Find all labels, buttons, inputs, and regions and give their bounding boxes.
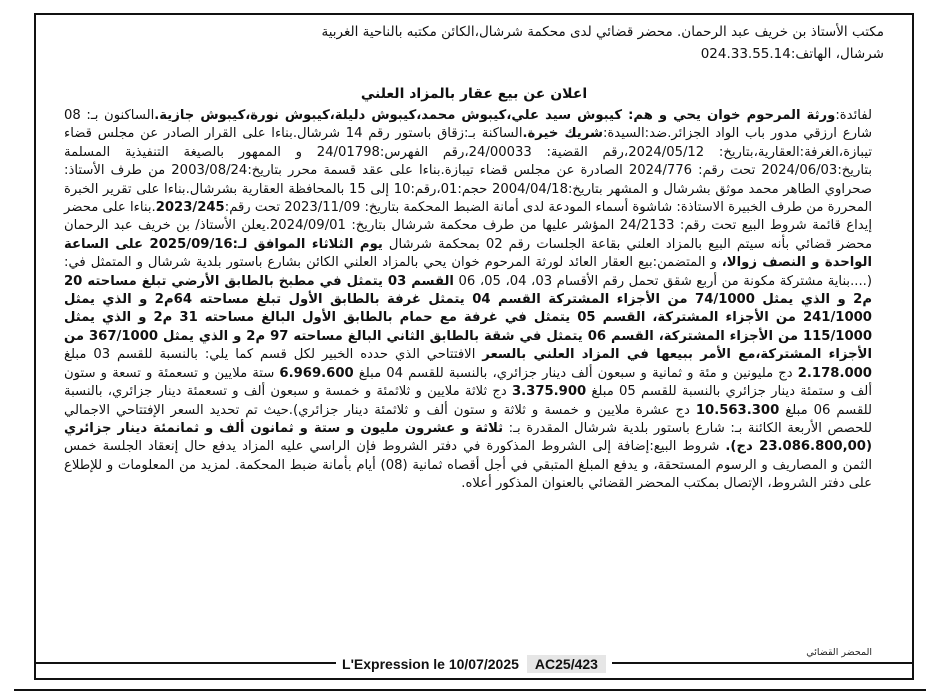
defendant-name: شريك خيرة.: [522, 126, 603, 142]
p1-text-c: .بناءا على محضر إيداع قائمة شروط البيع تحت رقم: 24/2133 المؤشر عليها من طرف محكمة شرشال بتاريخ: 2024/09/01.يعلن الأستاذ/ بن خريف عبد الرحمان محضر قضائي بأنه سيتم البيع بالمزاد العلني بقاعة الجلسات رقم 02 بمحكمة شرشال: [64, 200, 873, 252]
notice-title: اعلان عن بيع عقار بالمزاد العلني: [360, 86, 588, 102]
total-price: ثلاثة و عشرون مليون و ستة و ثمانون ألف و ثمانمئة دينار جزائري (23.086.800,00 دج).: [64, 420, 872, 455]
p3-text-b: دج مليونين و مئة و ثمانية و سبعون ألف دينار جزائري، بالنسبة للقسم 04 مبلغ: [353, 365, 798, 381]
p2-text-a: و المتضمن:بيع العقار العائد لورثة المرحوم خوان يحي بالمزاد العلني الكائن بشارع باستور بلدية شرشال و المتمثل في: (....بناية مشتركة مكونة من أربع شقق تحمل رقم الأقسام 03، 04، 05، 06: [64, 255, 873, 289]
p3-text-a: الافتتاحي الذي حدده الخبير لكل قسم كما يلي: بالنسبة للقسم 03 مبلغ: [64, 347, 476, 363]
publication-footer: [36, 653, 912, 675]
price-section-04: 6.969.600: [279, 365, 354, 381]
reference-badge: AC25/423: [527, 655, 606, 673]
office-header-line1: مكتب الأستاذ بن خريف عبد الرحمان. محضر قضائي لدى محكمة شرشال،الكائن مكتبه بالناحية الغربية: [321, 24, 884, 40]
notice-body: [64, 107, 872, 494]
publication-line: L'Expression le 10/07/2025: [342, 656, 519, 672]
bottom-divider: [14, 689, 926, 691]
price-section-05: 3.375.900: [511, 384, 587, 400]
price-section-03: 2.178.000: [797, 365, 872, 381]
phone-number: 024.33.55.14: [700, 46, 791, 62]
expertise-number: 2023/245: [155, 200, 225, 216]
office-header-line2: [66, 43, 884, 65]
p3-text-c: ستة ملايين و تسعمئة و تسعة و ستون ألف و ستمئة دينار جزائري بالنسبة للقسم 05 مبلغ: [64, 365, 872, 400]
sale-date: يوم الثلاثاء الموافق لـ:2025/09/16 على الساعة الواحدة و النصف زوالا،: [64, 236, 872, 271]
sale-conditions: شروط البيع:إضافة إلى الشروط المذكورة في دفتر الشروط فإن الراسي عليه المزاد يدفع حال إنعقاد الجلسة خمس الثمن و المصاريف و الرسوم المستحقة، و يدفع المبلغ المتبقي في أجل أقصاه ثمانية (08) أيام بأمانة ضبط المحكمة. لمزيد من المعلومات و للإطلاع على دفتر الشروط، الإتصال بمكتب المحضر القضائي بالعنوان المذكور أعلاه.: [64, 439, 873, 492]
p1-text-a: الساكنون بـ: 08 شارع ارزقي مدور باب الواد الجزائر.ضد:السيدة:: [64, 108, 873, 142]
property-sections: القسم 03 يتمثل في مطبخ بالطابق الأرضي تبلغ مساحته 20 م2 و الذي يمثل 74/1000 من الأجزاء المشتركة القسم 04 يتمثل غرفة بالطابق الأول تبلغ مساحته 64م2 و الذي يمثل 241/1000 من الأجزاء المشتركة، القسم 05 يتمثل في غرفة مع حمام بالطابق الأول البالغ مساحته 31 م2 و الذي يمثل 115/1000 من الأجزاء المشتركة، القسم 06 يتمثل في شقة بالطابق الثاني البالغ مساحته 97 م2 و الذي يمثل 367/1000 من الأجزاء المشتركة،مع الأمر ببيعها في المزاد العلني بالسعر: [64, 273, 873, 363]
notice-frame: [34, 13, 914, 680]
footer-box: [336, 653, 612, 675]
phone-label: شرشال، الهاتف:: [790, 46, 884, 62]
p1-text-b: الساكنة بـ:زقاق باستور رقم 14 شرشال.بناءا على القرار الصادر عن مجلس قضاء تيبازة،الغرفة:العقارية،بتاريخ: 2024/05/12،رقم القضية: 24/00033،رقم الفهرس:24/01798 و الممهور بالصيغة التنفيذية المسلمة بتاريخ:2024/06/03 تحت رقم: 2024/776 الصادرة عن مجلس قضاء تيبازة.بناءا على عقد قسمة محرر بتاريخ:2003/08/24 من طرف الأستاذ: صحراوي الطاهر محمد موثق بشرشال و المشهر بتاريخ:2004/04/18 حجم:01،رقم:10 إلى 15 بالمحافظة العقارية بشرشال.بناءا على تقرير الخبرة المحررة من طرف الخبيرة الاستاذة: شاشوة أسماء المودعة لدى أمانة الضبط المحكمة بتاريخ: 2023/11/09 تحت رقم:: [64, 126, 873, 216]
price-section-06: 10.563.300: [695, 402, 780, 418]
paragraph-1: [64, 107, 872, 494]
bailiff-signature: المحضر القضائي: [806, 647, 872, 658]
office-header: [66, 21, 884, 65]
parties-heirs: ورثة المرحوم خوان يحي و هم: كيبوش سيد علي،كيبوش محمد،كيبوش دليلة،كيبوش نورة،كيبوش جازية.: [154, 108, 836, 123]
parties-prefix: لفائدة:: [835, 108, 872, 123]
p3-text-e: دج عشرة ملايين و خمسة و ثلاثة و ستون ألف و ثلاثمئة دينار جزائري).حيث تم تحديد السعر الإفتتاحي الاجمالي للحصص الأربعة الكائنة بـ: شارع باستور بلدية شرشال المقدرة بـ:: [64, 402, 872, 436]
p3-text-d: دج ثلاثة ملايين و ثلاثمئة و خمسة و سبعون ألف و تسعمئة دينار جزائري، بالنسبة للقسم 06 مبلغ: [64, 384, 873, 418]
